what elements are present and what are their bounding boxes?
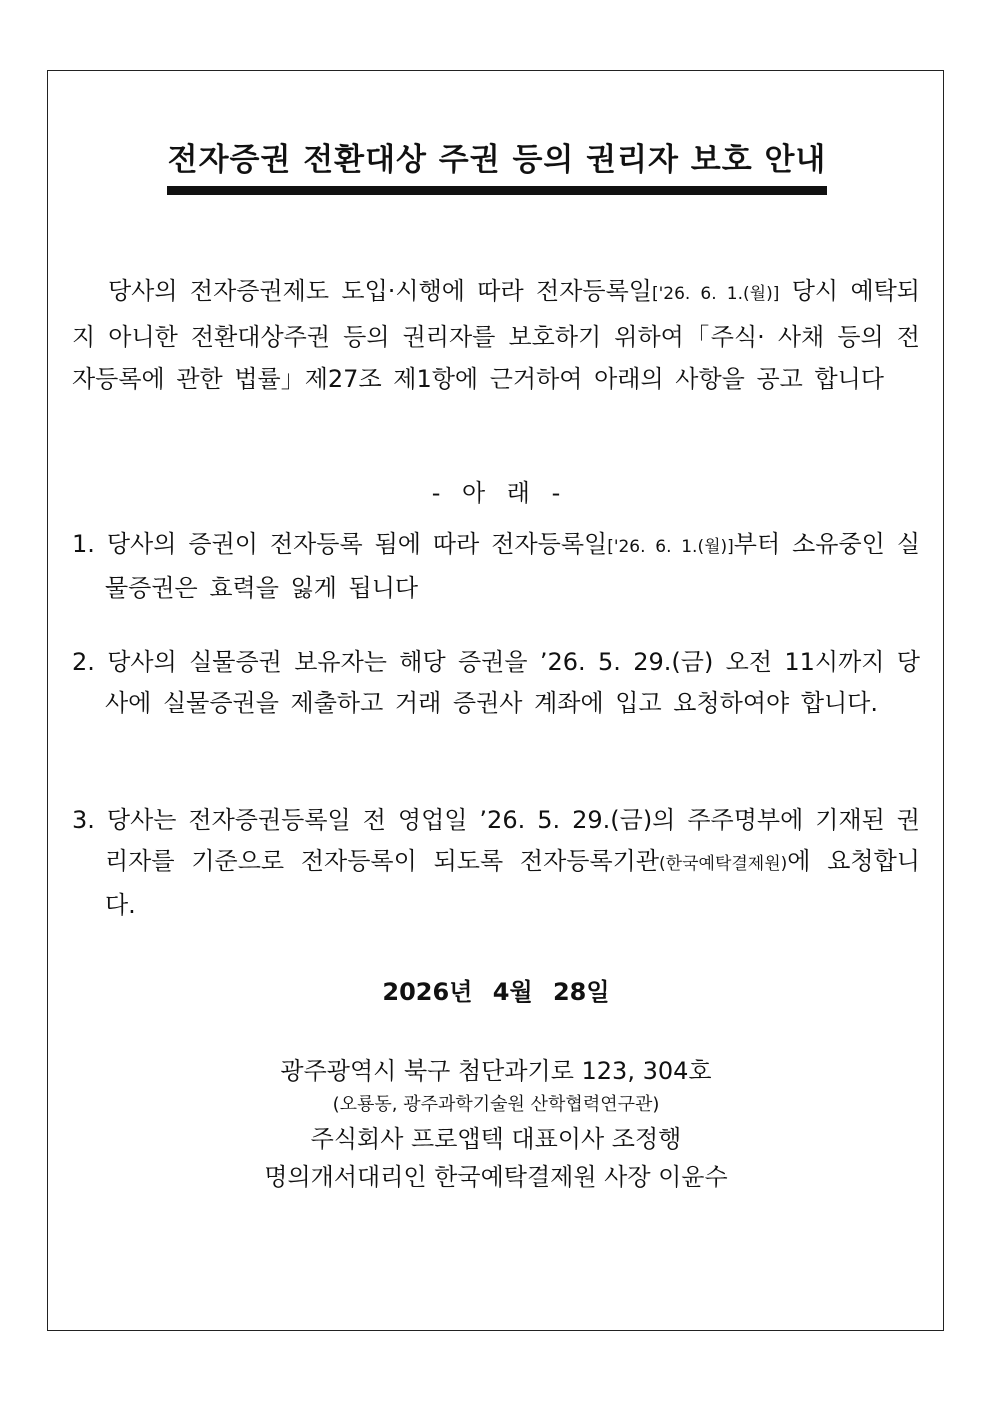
- signature-block: [0, 1052, 992, 1196]
- document-title: 전자증권 전환대상 주권 등의 권리자 보호 안내: [167, 142, 827, 178]
- section-separator: - 아 래 -: [431, 479, 561, 507]
- notice-item-3: [72, 800, 920, 926]
- notice-item-2: 2. 당사의 실물증권 보유자는 해당 증권을 ’26. 5. 29.(금) 오전 11시까지 당사에 실물증권을 제출하고 거래 증권사 계좌에 입고 요청하여야 합니다.: [72, 648, 920, 717]
- notice-item-3-agency: (한국예탁결제원): [659, 854, 788, 874]
- intro-text-1: 당사의 전자증권제도 도입·시행에 따라 전자등록일: [108, 277, 652, 305]
- intro-text-2: 당시 예탁되지 아니한 전환대상주권 등의 권리자를 보호하기 위하여「주식· 사채 등의 전자등록에 관한 법률」제27조 제1항에 근거하여 아래의 사항을 공고 합니다: [72, 277, 920, 393]
- title-block: [167, 140, 827, 195]
- intro-paragraph: [72, 270, 920, 401]
- title-underline: [167, 186, 827, 195]
- notice-item-1-text-1: 1. 당사의 증권이 전자등록 됨에 따라 전자등록일: [72, 530, 608, 558]
- transfer-agent: 명의개서대리인 한국예탁결제원 사장 이윤수: [264, 1163, 728, 1191]
- address-line: 광주광역시 북구 첨단과기로 123, 304호: [280, 1057, 712, 1085]
- notice-item-3-text-2: 에 요청합니다.: [105, 847, 920, 919]
- notice-date: 2026년 4월 28일: [382, 978, 610, 1006]
- notice-item-1: [72, 524, 920, 609]
- notice-item-1-text-2: 부터 소유중인 실물증권은 효력을 잃게 됩니다: [105, 530, 920, 602]
- notice-item-3-text-1: 3. 당사는 전자증권등록일 전 영업일 ’26. 5. 29.(금)의 주주명부에 기재된 권리자를 기준으로 전자등록이 되도록 전자등록기관: [72, 806, 920, 875]
- intro-date: ['26. 6. 1.(월)]: [651, 284, 780, 304]
- company-representative: 주식회사 프로앱텍 대표이사 조정행: [310, 1125, 682, 1153]
- address-detail: (오룡동, 광주과학기술원 산학협력연구관): [332, 1094, 660, 1115]
- notice-item-1-date: ['26. 6. 1.(월)]: [607, 537, 734, 557]
